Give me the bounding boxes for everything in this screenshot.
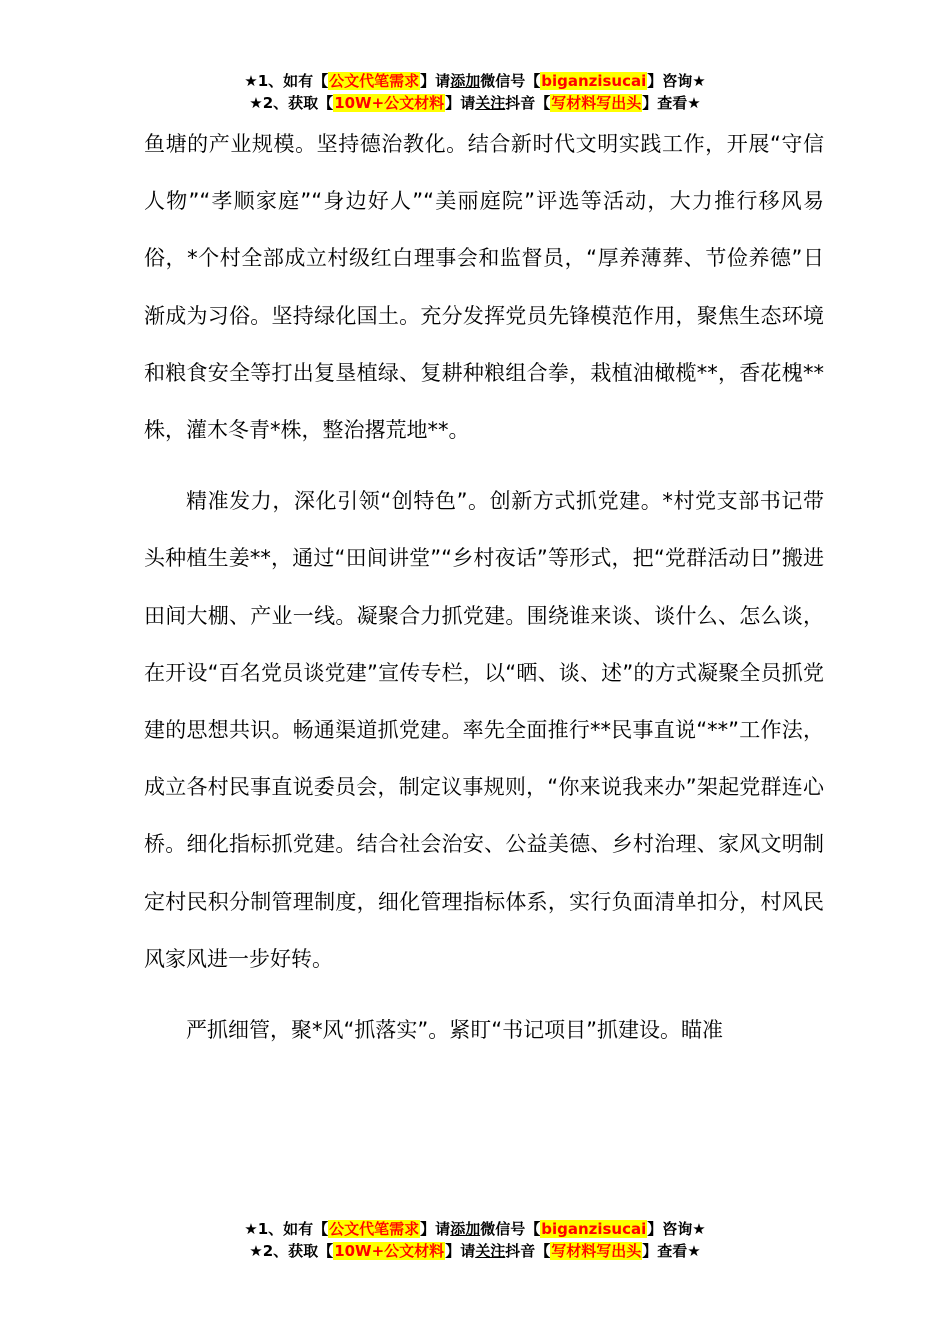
footer-highlight-douyin-id: 写材料写出头 [551,1242,642,1260]
footer-highlight-materials: 10W+公文材料 [334,1242,445,1260]
header-line-2-text: 】请 [445,94,476,112]
header-highlight-douyin-id: 写材料写出头 [551,94,642,112]
footer-line-2-douyin-label: 抖音【 [505,1242,551,1260]
header-banner [0,70,950,114]
header-underline-follow: 关注 [475,94,506,112]
footer-underline-add: 添加 [450,1220,481,1238]
footer-line-1-wechat-label: 微信号【 [480,1220,541,1238]
footer-line-1 [0,1218,950,1240]
footer-highlight-service: 公文代笔需求 [329,1220,420,1238]
header-line-1-prefix: ★1、如有【 [244,72,329,90]
footer-highlight-wechat-id: biganzisucai [541,1220,647,1238]
document-body [144,116,824,1059]
footer-line-2 [0,1240,950,1262]
header-line-2-douyin-label: 抖音【 [505,94,551,112]
header-highlight-materials: 10W+公文材料 [334,94,445,112]
footer-line-2-prefix: ★2、获取【 [249,1242,334,1260]
header-line-2 [0,92,950,114]
header-line-2-prefix: ★2、获取【 [249,94,334,112]
header-underline-add: 添加 [450,72,481,90]
footer-line-1-prefix: ★1、如有【 [244,1220,329,1238]
footer-line-1-suffix: 】咨询★ [647,1220,706,1238]
footer-line-1-text: 】请 [420,1220,451,1238]
header-line-1-text: 】请 [420,72,451,90]
paragraph-1: 鱼塘的产业规模。坚持德治教化。结合新时代文明实践工作，开展“守信人物”“孝顺家庭”“身边好人”“美丽庭院”评选等活动，大力推行移风易俗，*个村全部成立村级红白理事会和监督员，“厚养薄葬、节俭养德”日渐成为习俗。坚持绿化国土。充分发挥党员先锋模范作用，聚焦生态环境和粮食安全等打出复垦植绿、复耕种粮组合拳，栽植油橄榄**，香花槐**株，灌木冬青*株，整治撂荒地**。 [144,132,824,443]
paragraph-3: 严抓细管，聚*风“抓落实”。紧盯“书记项目”抓建设。瞄准 [186,1018,724,1043]
footer-line-2-suffix: 】查看★ [642,1242,701,1260]
footer-underline-follow: 关注 [475,1242,506,1260]
header-line-1-suffix: 】咨询★ [647,72,706,90]
footer-banner [0,1218,950,1262]
header-line-2-suffix: 】查看★ [642,94,701,112]
footer-line-2-text: 】请 [445,1242,476,1260]
header-line-1 [0,70,950,92]
paragraph-2: 精准发力，深化引领“创特色”。创新方式抓党建。*村党支部书记带头种植生姜**，通过“田间讲堂”“乡村夜话”等形式，把“党群活动日”搬进田间大棚、产业一线。凝聚合力抓党建。围绕谁来谈、谈什么、怎么谈，在开设“百名党员谈党建”宣传专栏，以“晒、谈、述”的方式凝聚全员抓党建的思想共识。畅通渠道抓党建。率先全面推行**民事直说“**”工作法，成立各村民事直说委员会，制定议事规则，“你来说我来办”架起党群连心桥。细化指标抓党建。结合社会治安、公益美德、乡村治理、家风文明制定村民积分制管理制度，细化管理指标体系，实行负面清单扣分，村风民风家风进一步好转。 [144,489,824,971]
header-highlight-wechat-id: biganzisucai [541,72,647,90]
header-line-1-wechat-label: 微信号【 [480,72,541,90]
header-highlight-service: 公文代笔需求 [329,72,420,90]
